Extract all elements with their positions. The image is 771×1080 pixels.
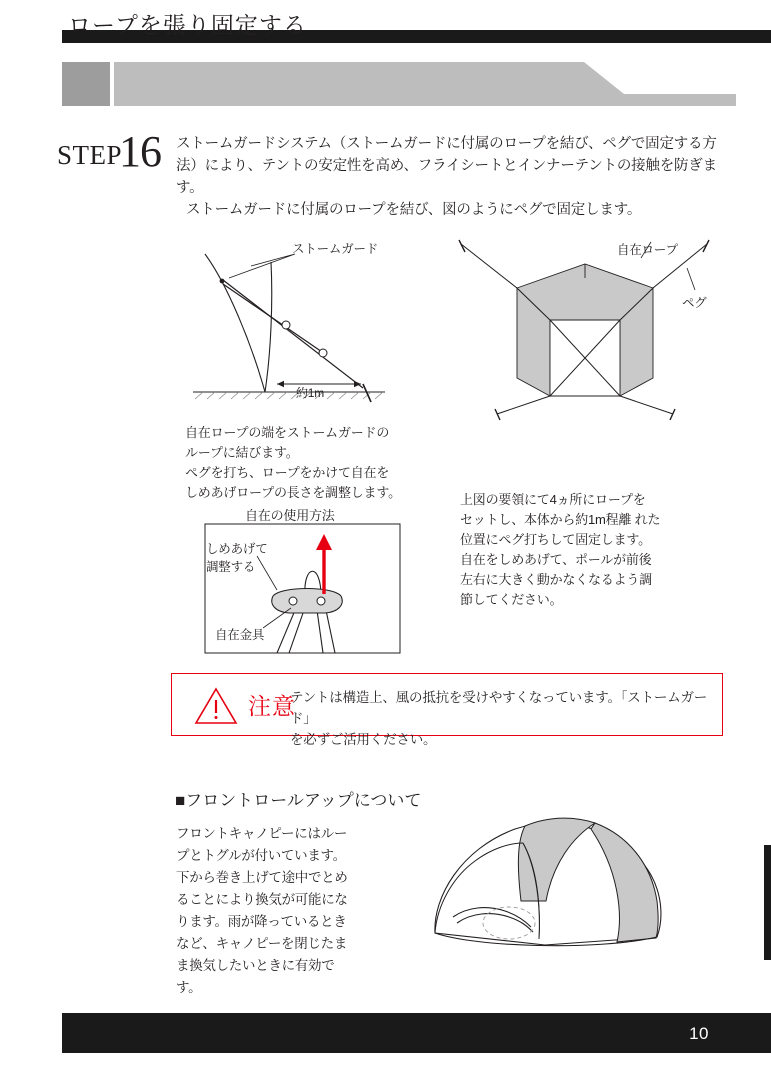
header-band (62, 62, 736, 106)
step-number: 16 (119, 127, 161, 176)
caution-text: テントは構造上、風の抵抗を受けやすくなっています。「ストームガード」 を必ずご活用ください。 (290, 690, 708, 747)
edge-tab-mark (764, 845, 771, 960)
step-paragraph-1: ストームガードシステム（ストームガードに付属のロープを結び、ペグで固定する方法）により、テントの安定性を高め、フライシートとインナーテントの接触を防ぎます。 (176, 136, 717, 196)
header-background (114, 62, 736, 106)
label-stormguard: ストームガード (292, 242, 379, 256)
label-approx-1m: 約1m (296, 386, 325, 400)
step-paragraph-2: ストームガードに付属のロープを結び、図のようにペグで固定します。 (186, 202, 642, 218)
bottom-decorative-bar (62, 1013, 771, 1053)
warning-triangle-icon (194, 686, 238, 726)
label-tensioner-hardware: 自在金具 (215, 628, 265, 642)
section-heading-front-rollup: ■フロントロールアップについて (175, 791, 422, 810)
header-accent-block (62, 62, 110, 106)
step-description (176, 133, 726, 221)
caution-label: 注意 (248, 693, 296, 719)
label-tensioner-title: 自在の使用方法 (245, 508, 335, 523)
page-number: 10 (689, 1024, 709, 1043)
section-body-front-rollup: フロントキャノピーにはループとトグルが付いています。下から巻き上げて途中でとめることにより換気が可能になります。雨が降っているときなど、キャノピーを閉じたまま換気したいときに有効です。 (176, 826, 348, 995)
page-title: ロープを張り固定する (68, 12, 307, 38)
figure-tent-with-canopy (405, 805, 695, 970)
label-jizai-rope: 自在ロープ (617, 243, 678, 257)
caution-box (171, 673, 723, 747)
caption-left-figure: 自在ロープの端をストームガードの ループに結びます。 ペグを打ち、ロープをかけて自在を しめあげロープの長さを調整します。 (185, 425, 401, 500)
step-label: STEP (57, 140, 123, 170)
label-peg: ペグ (682, 296, 707, 310)
label-tighten-adjust: しめあげて 調整する (206, 542, 268, 574)
caption-right-figure: 上図の要領にて4ヵ所にロープを セットし、本体から約1m程離 れた 位置にペグ打ちして固定します。 自在をしめあげて、ポールが前後 左右に大きく動かなくなるよう調 節してください。 (460, 492, 661, 607)
